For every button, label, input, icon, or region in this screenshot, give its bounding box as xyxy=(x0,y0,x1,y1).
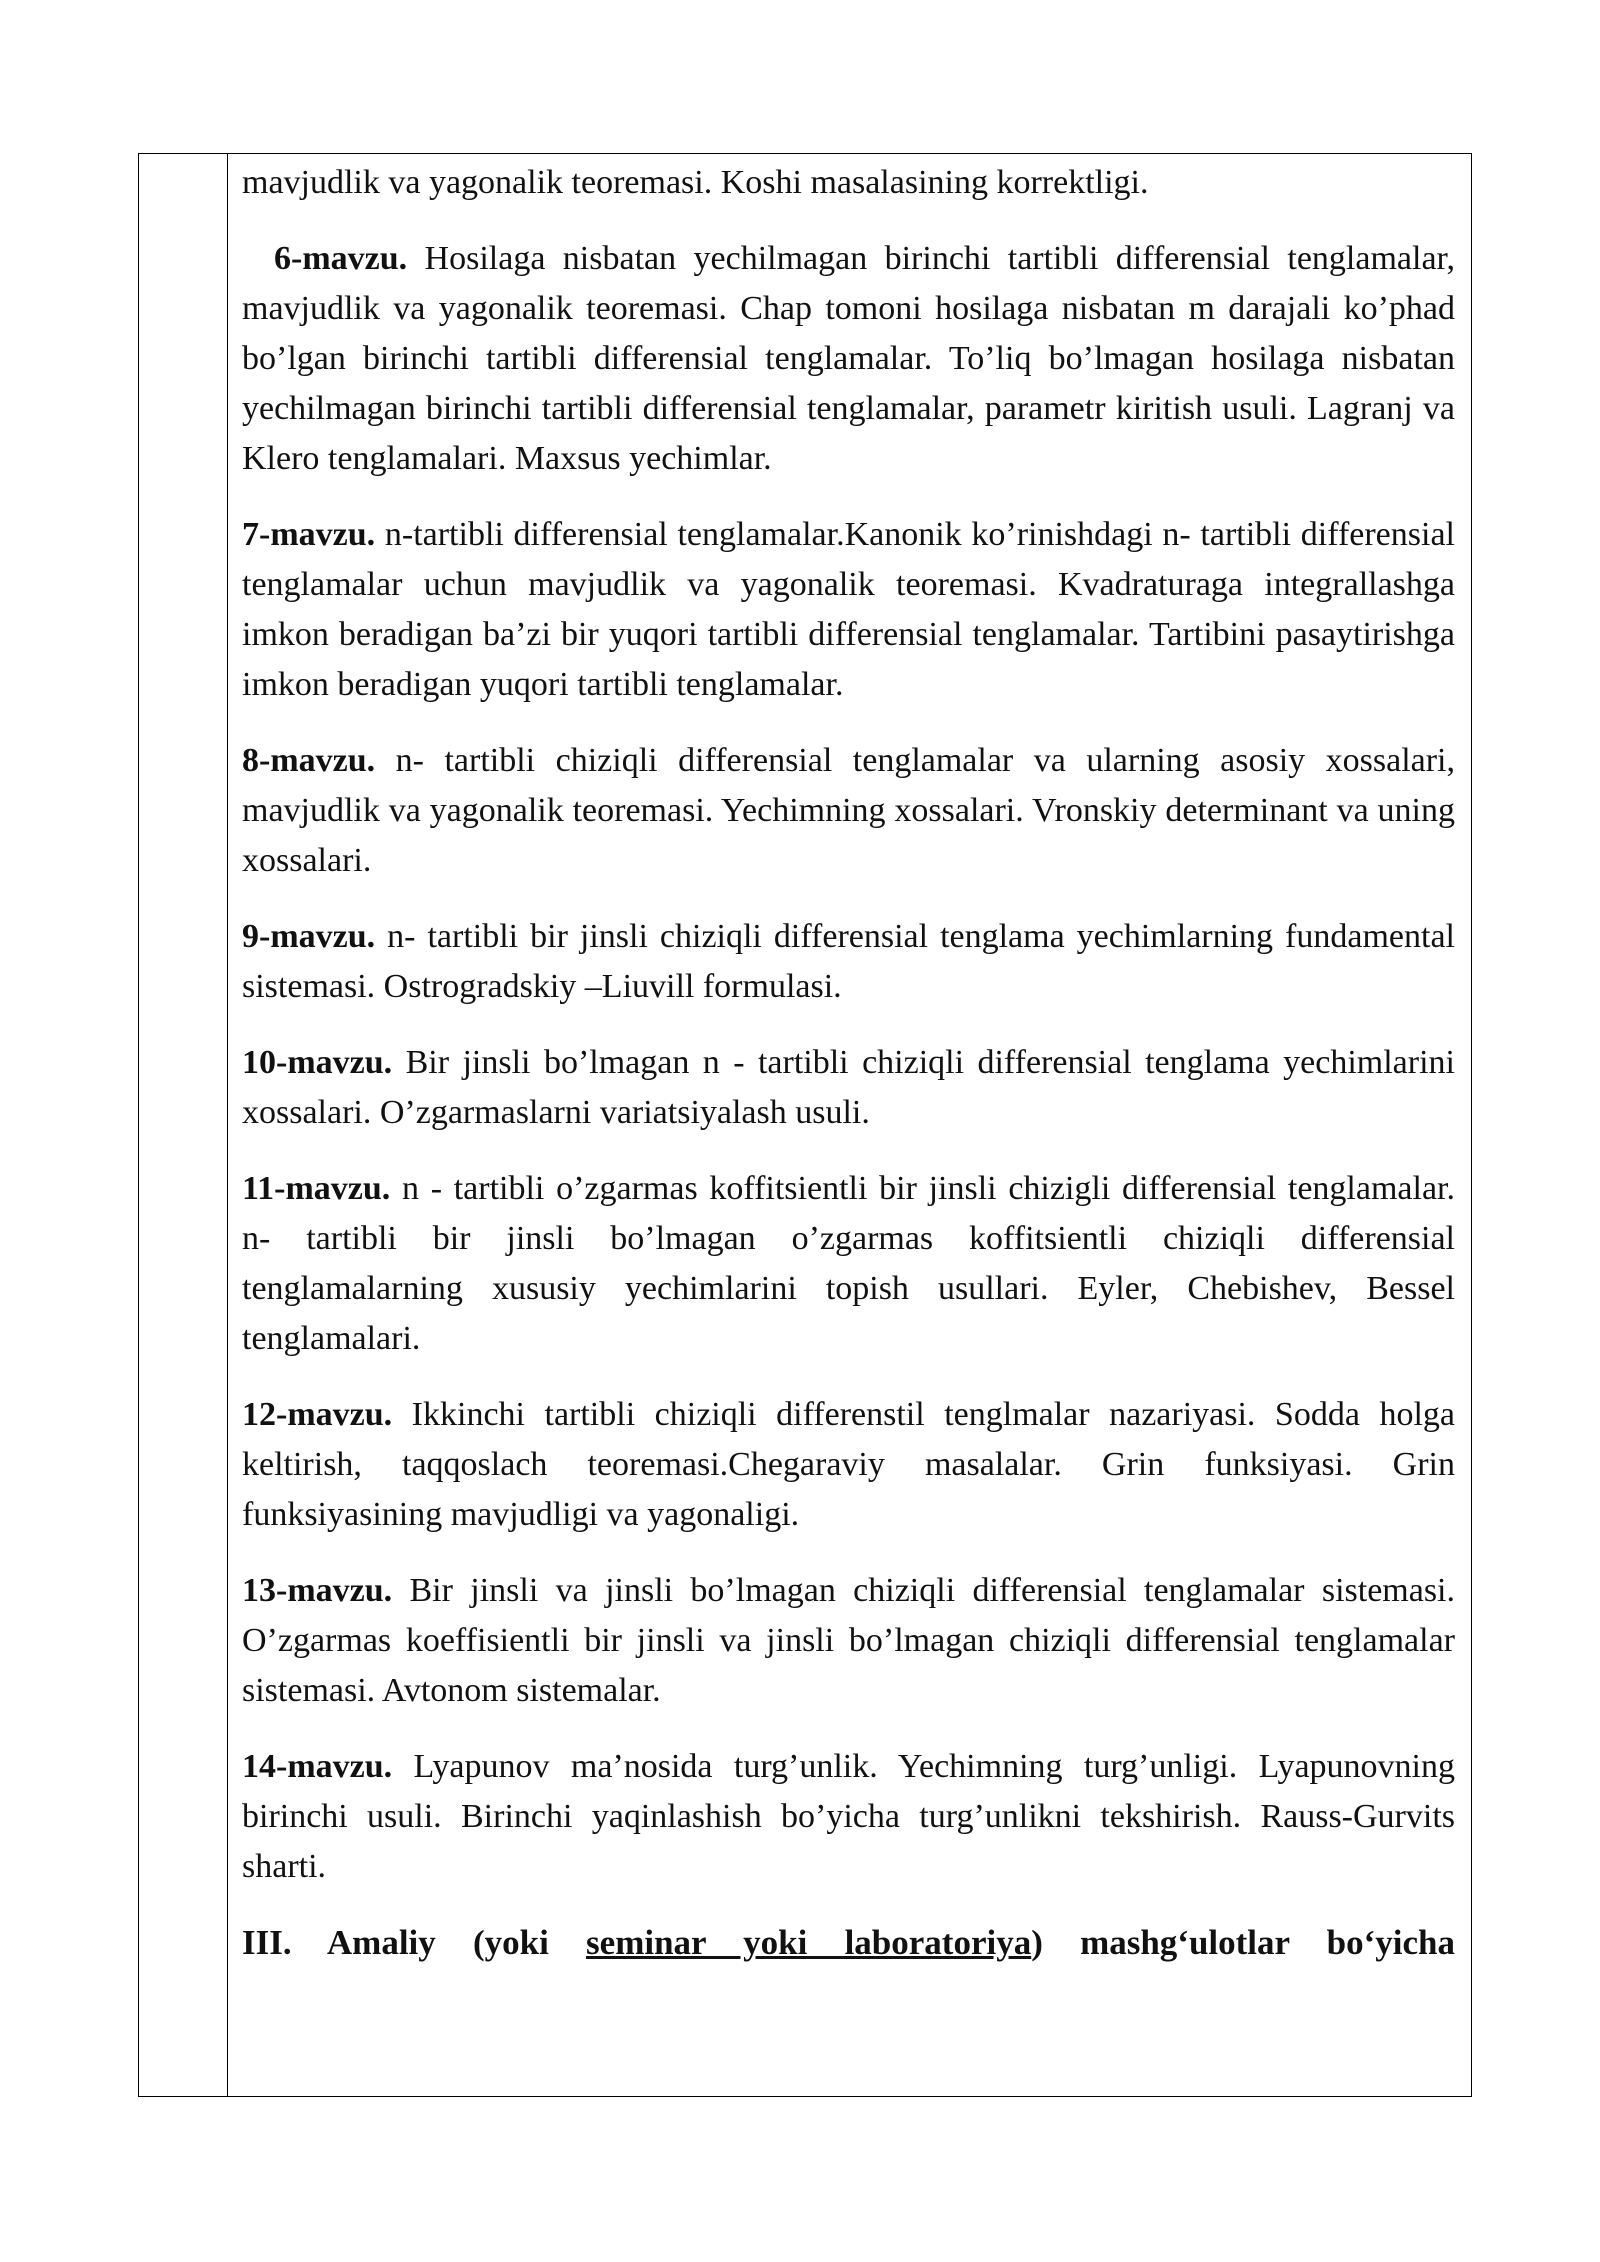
topic-label: 11-mavzu. xyxy=(242,1170,391,1207)
column-divider xyxy=(227,154,228,2096)
topic-6 xyxy=(242,234,1455,484)
topic-label: 9-mavzu. xyxy=(242,918,376,955)
topic-label: 12-mavzu. xyxy=(242,1396,393,1433)
topic-9 xyxy=(242,912,1455,1012)
topic-text: n- tartibli bir jinsli chiziqli differensial tenglama yechimlarning fundamental sistemasi. Ostrogradskiy –Liuvill formulasi. xyxy=(242,918,1455,1005)
topic-7 xyxy=(242,510,1455,710)
topic-text: Hosilaga nisbatan yechilmagan birinchi tartibli differensial tenglamalar, mavjudlik va yagonalik teoremasi. Chap tomoni hosilaga nisbatan m darajali ko’phad bo’lgan birinchi tartibli differensial tenglamalar. To’liq bo’lmagan hosilaga nisbatan yechilmagan birinchi tartibli differensial tenglamalar, parametr kiritish usuli. Lagranj va Klero tenglamalari. Maxsus yechimlar. xyxy=(242,240,1455,477)
topic-label: 7-mavzu. xyxy=(242,516,376,553)
table-content-cell xyxy=(242,158,1455,1968)
topic-label: 6-mavzu. xyxy=(274,240,408,277)
topic-label: 14-mavzu. xyxy=(242,1748,393,1785)
topic-text: n-tartibli differensial tenglamalar.Kanonik ko’rinishdagi n- tartibli differensial tenglamalar uchun mavjudlik va yagonalik teoremasi. Kvadraturaga integrallashga imkon beradigan ba’zi bir yuqori tartibli differensial tenglamalar. Tartibini pasaytirishga imkon beradigan yuqori tartibli tenglamalar. xyxy=(242,516,1455,703)
topic-text: Lyapunov ma’nosida turg’unlik. Yechimning turg’unligi. Lyapunovning birinchi usuli. Birinchi yaqinlashish bo’yicha turg’unlikni tekshirish. Rauss-Gurvits sharti. xyxy=(242,1748,1455,1885)
topic-10 xyxy=(242,1038,1455,1138)
topic-text: n- tartibli chiziqli differensial tenglamalar va ularning asosiy xossalari, mavjudlik va yagonalik teoremasi. Yechimning xossalari. Vronskiy determinant va uning xossalari. xyxy=(242,742,1455,879)
topic-label: 8-mavzu. xyxy=(242,742,376,779)
topic-text: Bir jinsli va jinsli bo’lmagan chiziqli differensial tenglamalar sistemasi. O’zgarmas koeffisientli bir jinsli va jinsli bo’lmagan chiziqli differensial tenglamalar sistemasi. Avtonom sistemalar. xyxy=(242,1572,1455,1709)
section-heading-prefix: III. Amaliy (yoki xyxy=(242,1923,587,1962)
topic-text: Bir jinsli bo’lmagan n - tartibli chiziqli differensial tenglama yechimlarini xossalari. O’zgarmaslarni variatsiyalash usuli. xyxy=(242,1044,1455,1131)
topic-label: 13-mavzu. xyxy=(242,1572,393,1609)
section-heading-suffix: ) mashg‘ulotlar bo‘yicha xyxy=(1031,1923,1455,1962)
topic-text: Ikkinchi tartibli chiziqli differenstil tenglmalar nazariyasi. Sodda holga keltirish, taqqoslach teoremasi.Chegaraviy masalalar. Grin funksiyasi. Grin funksiyasining mavjudligi va yagonaligi. xyxy=(242,1396,1455,1533)
topic-13 xyxy=(242,1566,1455,1716)
topic-12 xyxy=(242,1390,1455,1540)
topic-label: 10-mavzu. xyxy=(242,1044,393,1081)
syllabus-table xyxy=(138,153,1472,2097)
topic-14 xyxy=(242,1742,1455,1892)
continuation-line: mavjudlik va yagonalik teoremasi. Koshi masalasining korrektligi. xyxy=(242,164,1149,201)
topic-8 xyxy=(242,736,1455,886)
topic-text: n - tartibli o’zgarmas koffitsientli bir jinsli chizigli differensial tenglamalar. n- tartibli bir jinsli bo’lmagan o’zgarmas koffitsientli chiziqli differensial tenglamalarning xususiy yechimlarini topish usullari. Eyler, Chebishev, Bessel tenglamalari. xyxy=(242,1170,1455,1357)
section-heading-underlined: seminar yoki laboratoriya xyxy=(586,1923,1032,1962)
topic-11 xyxy=(242,1164,1455,1364)
section-heading xyxy=(242,1918,1455,1968)
